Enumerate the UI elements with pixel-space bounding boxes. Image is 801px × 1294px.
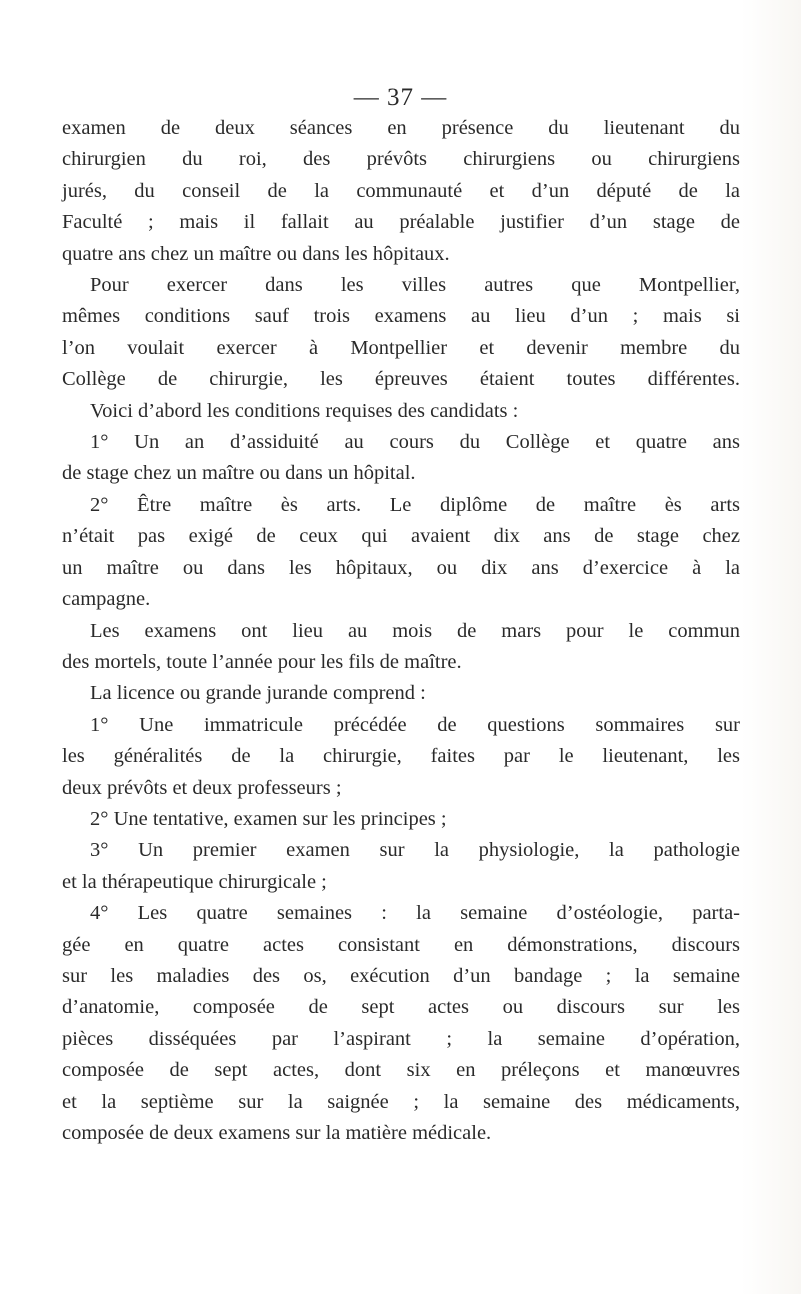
- text-line: campagne.: [62, 588, 151, 611]
- text-line: 1° Un an d’assiduité au cours du Collège et quatre ans: [90, 431, 740, 454]
- text-line: mêmes conditions sauf trois examens au lieu d’un ; mais si: [62, 305, 740, 328]
- text-line: de stage chez un maître ou dans un hôpital.: [62, 462, 416, 485]
- text-line: Faculté ; mais il fallait au préalable justifier d’un stage de: [62, 211, 740, 234]
- text-line: examen de deux séances en présence du lieutenant du: [62, 117, 740, 139]
- text-line: chirurgien du roi, des prévôts chirurgiens ou chirurgiens: [62, 148, 740, 171]
- text-line: deux prévôts et deux professeurs ;: [62, 776, 342, 799]
- text-line: Les examens ont lieu au mois de mars pour le commun: [90, 619, 740, 642]
- text-line: des mortels, toute l’année pour les fils de maître.: [62, 650, 462, 673]
- text-line: 2° Une tentative, examen sur les principes ;: [90, 807, 447, 830]
- text-line: sur les maladies des os, exécution d’un bandage ; la semaine: [62, 964, 740, 987]
- text-line: 2° Être maître ès arts. Le diplôme de maître ès arts: [90, 493, 740, 516]
- text-line: 3° Un premier examen sur la physiologie, la pathologie: [90, 839, 740, 862]
- body-text: [62, 113, 740, 1149]
- text-line: d’anatomie, composée de sept actes ou discours sur les: [62, 996, 740, 1019]
- text-line: composée de sept actes, dont six en préleçons et manœuvres: [62, 1059, 740, 1082]
- text-line: quatre ans chez un maître ou dans les hôpitaux.: [62, 242, 450, 265]
- text-line: Pour exercer dans les villes autres que Montpellier,: [90, 274, 740, 297]
- text-line: 1° Une immatricule précédée de questions sommaires sur: [90, 713, 740, 736]
- text-line: Voici d’abord les conditions requises des candidats :: [90, 399, 519, 422]
- text-line: jurés, du conseil de la communauté et d’un député de la: [62, 179, 740, 202]
- text-line: Collège de chirurgie, les épreuves étaient toutes différentes.: [62, 368, 740, 391]
- page-edge-shadow: [741, 0, 801, 1294]
- text-line: n’était pas exigé de ceux qui avaient dix ans de stage chez: [62, 525, 740, 548]
- text-line: l’on voulait exercer à Montpellier et devenir membre du: [62, 336, 740, 359]
- text-line: et la thérapeutique chirurgicale ;: [62, 870, 327, 893]
- page-number: — 37 —: [353, 84, 448, 111]
- text-line: La licence ou grande jurande comprend :: [90, 682, 426, 705]
- text-line: 4° Les quatre semaines : la semaine d’ostéologie, parta-: [90, 902, 740, 925]
- text-line: les généralités de la chirurgie, faites par le lieutenant, les: [62, 745, 740, 768]
- text-line: gée en quatre actes consistant en démonstrations, discours: [62, 933, 740, 956]
- text-line: un maître ou dans les hôpitaux, ou dix ans d’exercice à la: [62, 556, 740, 579]
- text-line: et la septième sur la saignée ; la semaine des médicaments,: [62, 1090, 740, 1113]
- text-line: pièces disséquées par l’aspirant ; la semaine d’opération,: [62, 1027, 740, 1050]
- text-line: composée de deux examens sur la matière médicale.: [62, 1122, 492, 1144]
